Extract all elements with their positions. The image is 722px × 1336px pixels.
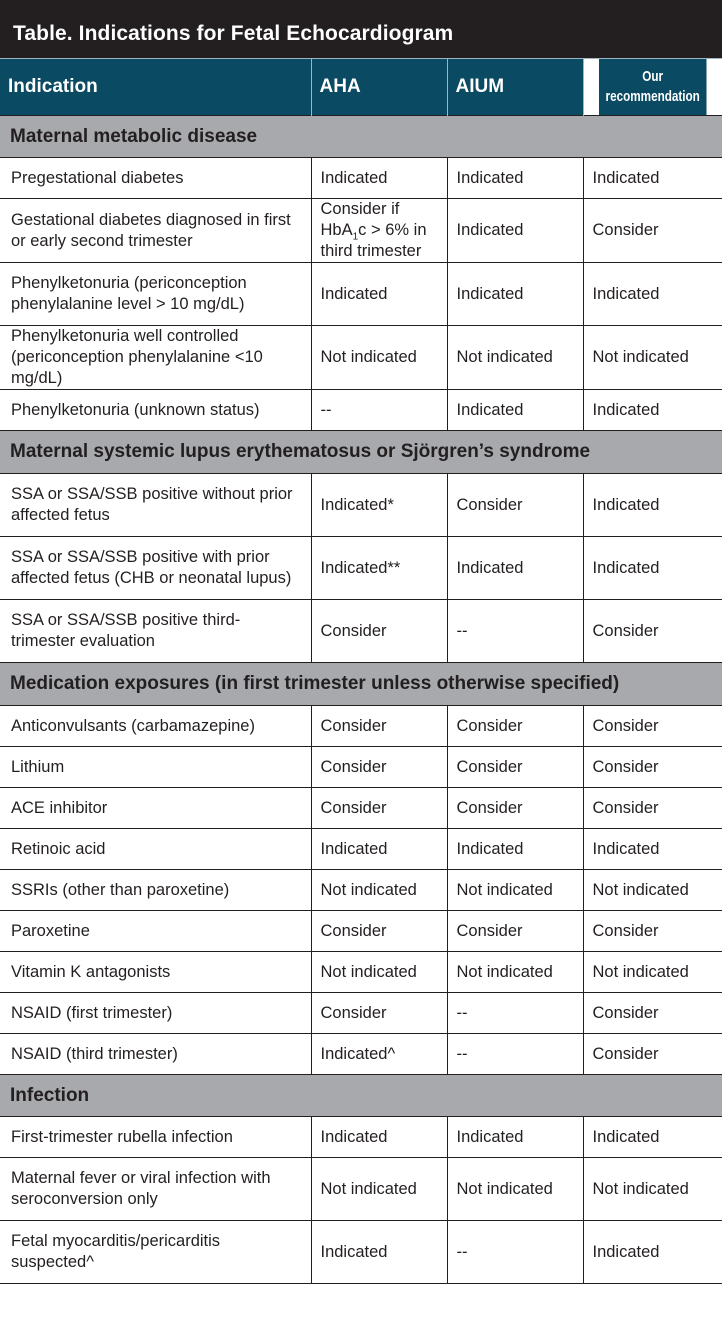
cell-indication: NSAID (first trimester) bbox=[0, 993, 311, 1034]
cell-our-recommendation: Consider bbox=[583, 199, 722, 263]
table-row bbox=[0, 390, 722, 431]
cell-our-recommendation: Consider bbox=[583, 1034, 722, 1075]
section-title: Maternal metabolic disease bbox=[0, 116, 722, 158]
cell-aium: Indicated bbox=[447, 537, 583, 600]
cell-our-recommendation: Consider bbox=[583, 788, 722, 829]
table-row bbox=[0, 788, 722, 829]
cell-aha: Indicated^ bbox=[311, 1034, 447, 1075]
cell-aium: Consider bbox=[447, 747, 583, 788]
cell-indication: Phenylketonuria (periconception phenylalanine level > 10 mg/dL) bbox=[0, 263, 311, 326]
table-body bbox=[0, 116, 722, 1284]
table-row bbox=[0, 199, 722, 263]
table-row bbox=[0, 1117, 722, 1158]
table-title: Table. Indications for Fetal Echocardiogram bbox=[0, 0, 722, 58]
cell-indication: First-trimester rubella infection bbox=[0, 1117, 311, 1158]
cell-aha: Not indicated bbox=[311, 870, 447, 911]
cell-our-recommendation: Consider bbox=[583, 706, 722, 747]
cell-aha: Indicated bbox=[311, 263, 447, 326]
cell-our-recommendation: Consider bbox=[583, 747, 722, 788]
cell-aium: Indicated bbox=[447, 263, 583, 326]
cell-aha-text-post: c > 6% in third trimester bbox=[320, 221, 427, 260]
cell-aha: Consider bbox=[311, 600, 447, 663]
table-row bbox=[0, 326, 722, 390]
cell-aha bbox=[311, 199, 447, 263]
cell-our-recommendation: Indicated bbox=[583, 829, 722, 870]
cell-indication: SSA or SSA/SSB positive without prior affected fetus bbox=[0, 474, 311, 537]
cell-our-recommendation: Consider bbox=[583, 993, 722, 1034]
cell-indication: Pregestational diabetes bbox=[0, 158, 311, 199]
cell-indication: Phenylketonuria (unknown status) bbox=[0, 390, 311, 431]
table-row bbox=[0, 263, 722, 326]
table-row bbox=[0, 158, 722, 199]
section-header-row bbox=[0, 116, 722, 158]
table-row bbox=[0, 1034, 722, 1075]
table-row bbox=[0, 870, 722, 911]
cell-our-recommendation: Not indicated bbox=[583, 952, 722, 993]
cell-indication: SSA or SSA/SSB positive with prior affected fetus (CHB or neonatal lupus) bbox=[0, 537, 311, 600]
table-row bbox=[0, 1221, 722, 1284]
cell-aha: Consider bbox=[311, 911, 447, 952]
cell-indication: Fetal myocarditis/pericarditis suspected^ bbox=[0, 1221, 311, 1284]
cell-our-recommendation: Indicated bbox=[583, 263, 722, 326]
section-title: Medication exposures (in first trimester unless otherwise specified) bbox=[0, 663, 722, 706]
cell-our-recommendation: Indicated bbox=[583, 474, 722, 537]
cell-aha: Consider bbox=[311, 993, 447, 1034]
cell-aha: Indicated* bbox=[311, 474, 447, 537]
table-row bbox=[0, 537, 722, 600]
cell-aium: Consider bbox=[447, 706, 583, 747]
header-indication: Indication bbox=[0, 59, 311, 116]
cell-aium: Indicated bbox=[447, 829, 583, 870]
cell-aha: Indicated bbox=[311, 158, 447, 199]
cell-aha-text-pre: Consider if HbA bbox=[320, 200, 400, 239]
cell-aium: Consider bbox=[447, 474, 583, 537]
cell-aium: Indicated bbox=[447, 199, 583, 263]
header-aium: AIUM bbox=[447, 59, 583, 116]
cell-our-recommendation: Indicated bbox=[583, 390, 722, 431]
cell-aium: -- bbox=[447, 600, 583, 663]
cell-aha: Not indicated bbox=[311, 326, 447, 390]
header-our-line2: recommendation bbox=[605, 88, 700, 105]
cell-indication: Paroxetine bbox=[0, 911, 311, 952]
cell-aha: Not indicated bbox=[311, 1158, 447, 1221]
cell-our-recommendation: Indicated bbox=[583, 1221, 722, 1284]
cell-aium: -- bbox=[447, 1221, 583, 1284]
cell-indication: SSRIs (other than paroxetine) bbox=[0, 870, 311, 911]
section-header-row bbox=[0, 663, 722, 706]
cell-aha: Consider bbox=[311, 788, 447, 829]
cell-indication: Phenylketonuria well controlled (periconception phenylalanine <10 mg/dL) bbox=[0, 326, 311, 390]
cell-aium: Consider bbox=[447, 788, 583, 829]
cell-aium: Not indicated bbox=[447, 326, 583, 390]
cell-aium: Not indicated bbox=[447, 870, 583, 911]
cell-indication: Maternal fever or viral infection with seroconversion only bbox=[0, 1158, 311, 1221]
cell-our-recommendation: Consider bbox=[583, 911, 722, 952]
cell-our-recommendation: Indicated bbox=[583, 537, 722, 600]
cell-aium: -- bbox=[447, 1034, 583, 1075]
header-row bbox=[0, 59, 722, 116]
cell-aium: Indicated bbox=[447, 1117, 583, 1158]
section-title: Infection bbox=[0, 1075, 722, 1117]
cell-aha: Indicated** bbox=[311, 537, 447, 600]
section-title: Maternal systemic lupus erythematosus or Sjörgren’s syndrome bbox=[0, 431, 722, 474]
cell-aium: Indicated bbox=[447, 158, 583, 199]
header-our-recommendation bbox=[598, 59, 706, 116]
table-row bbox=[0, 829, 722, 870]
cell-aium: Indicated bbox=[447, 390, 583, 431]
cell-aha: Consider bbox=[311, 747, 447, 788]
cell-our-recommendation: Indicated bbox=[583, 1117, 722, 1158]
cell-our-recommendation: Not indicated bbox=[583, 870, 722, 911]
table-row bbox=[0, 706, 722, 747]
cell-aha-subscript: 1 bbox=[352, 231, 359, 243]
cell-aha: Not indicated bbox=[311, 952, 447, 993]
cell-aha: Indicated bbox=[311, 1221, 447, 1284]
table-row bbox=[0, 952, 722, 993]
cell-aium: Not indicated bbox=[447, 952, 583, 993]
cell-our-recommendation: Indicated bbox=[583, 158, 722, 199]
cell-our-recommendation: Not indicated bbox=[583, 326, 722, 390]
cell-aium: Consider bbox=[447, 911, 583, 952]
section-header-row bbox=[0, 431, 722, 474]
cell-indication: Anticonvulsants (carbamazepine) bbox=[0, 706, 311, 747]
cell-our-recommendation: Consider bbox=[583, 600, 722, 663]
table-row bbox=[0, 911, 722, 952]
cell-indication: Vitamin K antagonists bbox=[0, 952, 311, 993]
cell-aha: -- bbox=[311, 390, 447, 431]
cell-aium: Not indicated bbox=[447, 1158, 583, 1221]
table-row bbox=[0, 600, 722, 663]
cell-indication: NSAID (third trimester) bbox=[0, 1034, 311, 1075]
cell-aha: Indicated bbox=[311, 1117, 447, 1158]
cell-aha: Consider bbox=[311, 706, 447, 747]
table-row bbox=[0, 747, 722, 788]
indications-table bbox=[0, 58, 722, 1284]
cell-aium: -- bbox=[447, 993, 583, 1034]
table-row bbox=[0, 1158, 722, 1221]
section-header-row bbox=[0, 1075, 722, 1117]
cell-aha: Indicated bbox=[311, 829, 447, 870]
cell-our-recommendation: Not indicated bbox=[583, 1158, 722, 1221]
cell-indication: Lithium bbox=[0, 747, 311, 788]
cell-indication: Retinoic acid bbox=[0, 829, 311, 870]
table-row bbox=[0, 474, 722, 537]
header-our-line1: Our bbox=[642, 68, 664, 85]
cell-indication: ACE inhibitor bbox=[0, 788, 311, 829]
cell-indication: SSA or SSA/SSB positive third-trimester evaluation bbox=[0, 600, 311, 663]
header-aha: AHA bbox=[311, 59, 447, 116]
table-row bbox=[0, 993, 722, 1034]
cell-indication: Gestational diabetes diagnosed in first or early second trimester bbox=[0, 199, 311, 263]
